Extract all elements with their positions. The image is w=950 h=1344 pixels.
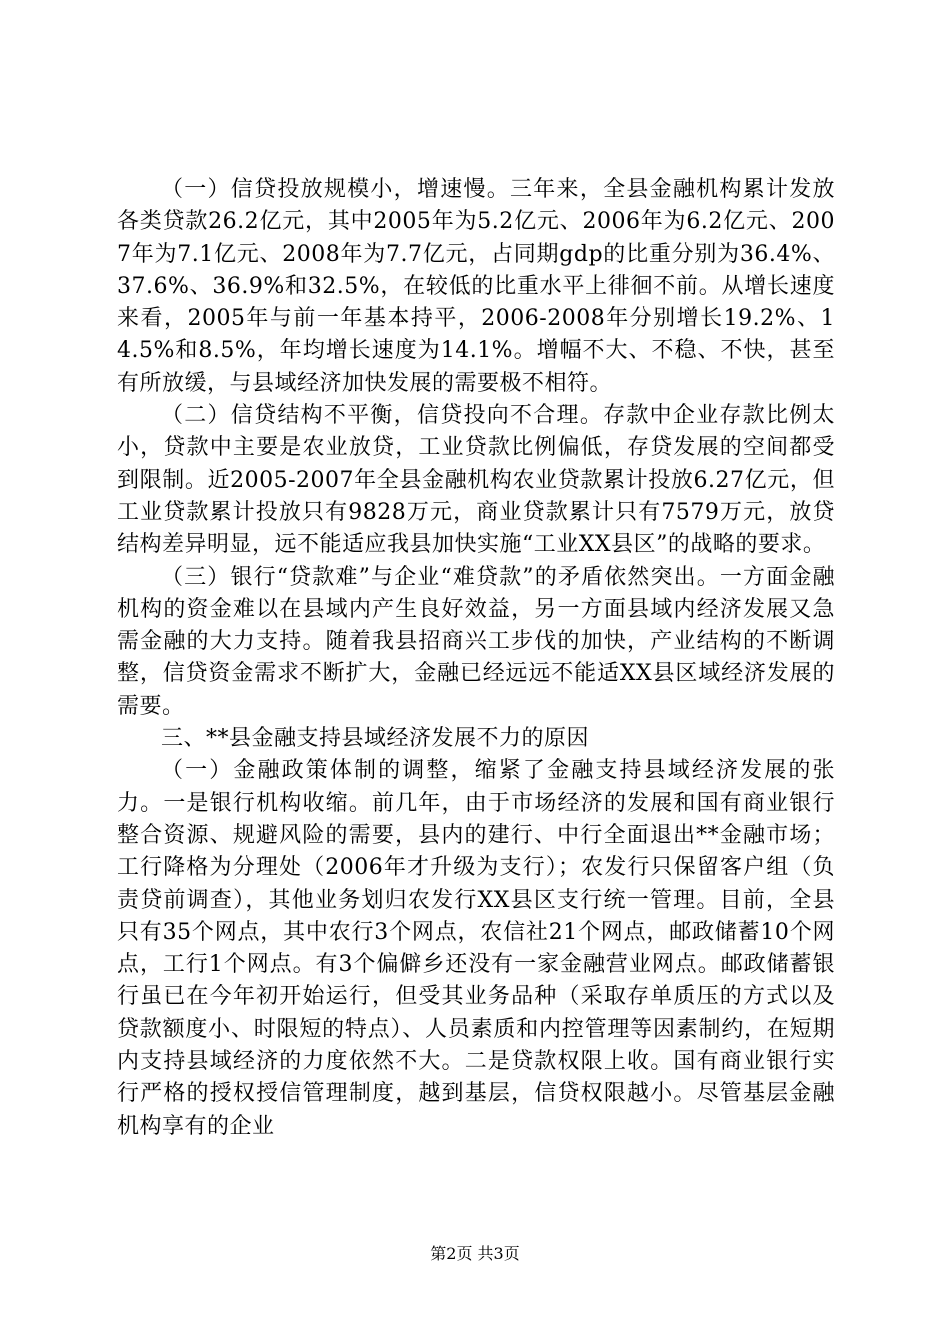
paragraph-credit-structure: （二）信贷结构不平衡，信贷投向不合理。存款中企业存款比例太小，贷款中主要是农业放贷，工业贷款比例偏低，存贷发展的空间都受到限制。近2005-2007年全县金融机构农业贷款累计投放6.27亿元，但工业贷款累计投放只有9828万元，商业贷款累计只有7579万元，放贷结构差异明显，远不能适应我县加快实施“工业XX县区”的战略的要求。	[117, 403, 835, 558]
section-heading-reasons: 三、**县金融支持县域经济发展不力的原因	[161, 726, 590, 752]
paragraph-loan-contradiction: （三）银行“贷款难”与企业“难贷款”的矛盾依然突出。一方面金融机构的资金难以在县域内产生良好效益，另一方面县域内经济发展又急需金融的大力支持。随着我县招商兴工步伐的加快，产业结构的不断调整，信贷资金需求不断扩大，金融已经远远不能适XX县区域经济发展的需要。	[117, 564, 835, 719]
paragraph-credit-scale: （一）信贷投放规模小，增速慢。三年来，全县金融机构累计发放各类贷款26.2亿元，其中2005年为5.2亿元、2006年为6.2亿元、2007年为7.1亿元、2008年为7.7亿元，占同期gdp的比重分别为36.4%、37.6%、36.9%和32.5%，在较低的比重水平上徘徊不前。从增长速度来看，2005年与前一年基本持平，2006-2008年分别增长19.2%、14.5%和8.5%，年均增长速度为14.1%。增幅不大、不稳、不快，甚至有所放缓，与县域经济加快发展的需要极不相符。	[117, 177, 835, 396]
document-body	[117, 174, 835, 1143]
page-footer: 第2页 共3页	[430, 1244, 520, 1263]
paragraph-policy-adjustment: （一）金融政策体制的调整，缩紧了金融支持县域经济发展的张力。一是银行机构收缩。前几年，由于市场经济的发展和国有商业银行整合资源、规避风险的需要，县内的建行、中行全面退出**金融市场；工行降格为分理处（2006年才升级为支行）；农发行只保留客户组（负责贷前调查），其他业务划归农发行XX县区支行统一管理。目前，全县只有35个网点，其中农行3个网点，农信社21个网点，邮政储蓄10个网点，工行1个网点。有3个偏僻乡还没有一家金融营业网点。邮政储蓄银行虽已在今年初开始运行，但受其业务品种（采取存单质压的方式以及贷款额度小、时限短的特点）、人员素质和内控管理等因素制约，在短期内支持县域经济的力度依然不大。二是贷款权限上收。国有商业银行实行严格的授权授信管理制度，越到基层，信贷权限越小。尽管基层金融机构享有的企业	[117, 758, 835, 1139]
